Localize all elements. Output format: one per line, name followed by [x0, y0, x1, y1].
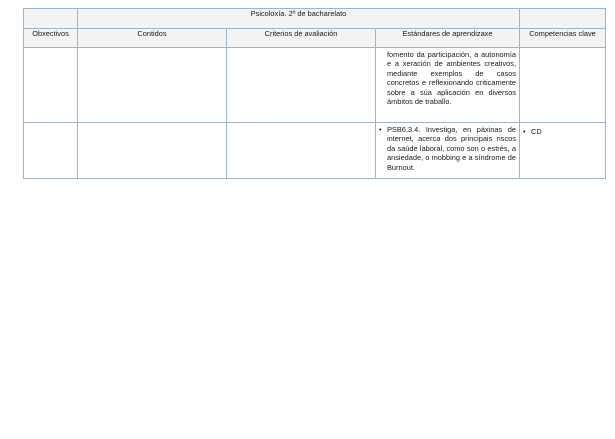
- curriculum-table: [23, 8, 606, 179]
- contents-cell: [78, 48, 227, 123]
- competences-cell: [520, 123, 606, 179]
- header-standards: Estándares de aprendizaxe: [376, 29, 520, 48]
- table-title: Psicoloxía. 2º de bacharelato: [78, 9, 520, 29]
- table-row: [24, 48, 606, 123]
- standard-continuation-text: fomento da participación, a autonomía e a xeración de ambientes creativos, mediante exemplos de casos concretos e reflexionando criticamente sobre a súa aplicación en diversos ámbitos de traballo.: [387, 50, 516, 107]
- standards-cell: [376, 48, 520, 123]
- corner-cell-right: [520, 9, 606, 29]
- competences-cell: [520, 48, 606, 123]
- standard-item: [376, 123, 519, 174]
- standards-cell: [376, 123, 520, 179]
- bullet-marker: •: [523, 127, 526, 136]
- bullet-marker: •: [379, 125, 382, 134]
- header-criteria: Criterios de avaliación: [227, 29, 376, 48]
- competence-item: [520, 123, 605, 140]
- criteria-cell: [227, 48, 376, 123]
- table-row: [24, 123, 606, 179]
- criteria-cell: [227, 123, 376, 179]
- table-header-row: [24, 29, 606, 48]
- objectives-cell: [24, 123, 78, 179]
- header-competences: Competencias clave: [520, 29, 606, 48]
- header-contents: Contidos: [78, 29, 227, 48]
- standard-text: PSB6.3.4. Investiga, en páxinas de internet, acerca dos principais riscos da saúde laboral, como son o estrés, a ansiedade, o mobbing e a síndrome de Burnout.: [387, 125, 516, 172]
- objectives-cell: [24, 48, 78, 123]
- contents-cell: [78, 123, 227, 179]
- header-objectives: Obxectivos: [24, 29, 78, 48]
- corner-cell: [24, 9, 78, 29]
- competence-text: CD: [531, 127, 542, 136]
- table-title-row: [24, 9, 606, 29]
